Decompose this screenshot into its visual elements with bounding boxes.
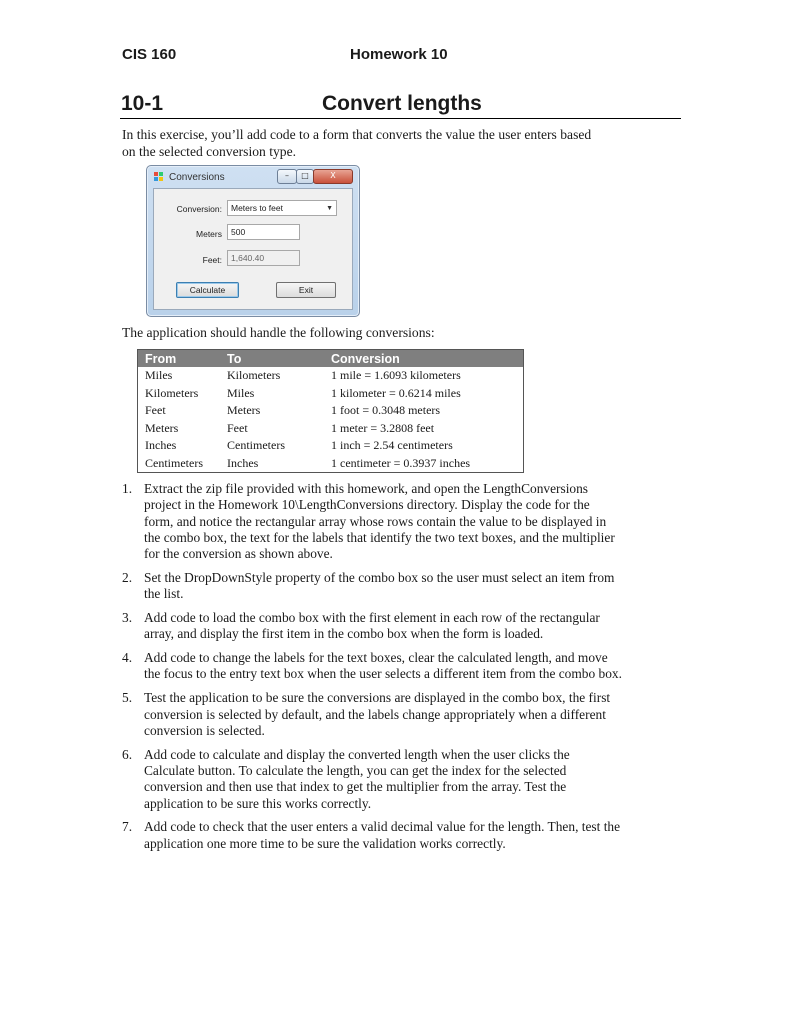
input-label: Meters [196, 229, 222, 239]
step-text: Test the application to be sure the conversions are displayed in the combo box, the first conversion is selected by default, and the labels change appropriately when a different conversion is selected. [144, 690, 611, 738]
step-item [122, 570, 622, 603]
step-item [122, 690, 622, 739]
conversion-cell: 1 inch = 2.54 centimeters [331, 438, 453, 453]
conversion-combo-value: Meters to feet [231, 203, 283, 213]
from-cell: Feet [145, 403, 166, 418]
step-number: 5. [122, 690, 133, 706]
step-text: Add code to change the labels for the text boxes, clear the calculated length, and move the focus to the entry text box when the user selects a different item from the combo box. [144, 650, 622, 682]
conversion-cell: 1 centimeter = 0.3937 inches [331, 455, 471, 470]
table-row [138, 385, 524, 403]
conversion-table [137, 349, 524, 473]
course-label: CIS 160 [122, 46, 177, 63]
table-row [138, 455, 524, 473]
conversions-form-window [146, 165, 360, 317]
to-cell: Meters [227, 403, 261, 418]
intro-paragraph: In this exercise, you’ll add code to a form that converts the value the user enters based on the selected conversion type. [122, 127, 592, 159]
form-titlebar [147, 166, 359, 188]
step-text: Add code to load the combo box with the first element in each row of the rectangular array, and display the first item in the combo box when the form is loaded. [144, 610, 600, 642]
conversion-cell: 1 foot = 0.3048 meters [331, 403, 441, 418]
table-header-row [138, 350, 524, 368]
from-cell: Meters [145, 420, 179, 435]
output-textbox: 1,640.40 [227, 250, 300, 266]
to-cell: Miles [227, 385, 255, 400]
form-client-area [153, 188, 353, 310]
maximize-button[interactable]: □ [296, 169, 314, 184]
step-number: 4. [122, 650, 133, 666]
from-cell: Miles [145, 368, 173, 383]
step-number: 1. [122, 481, 133, 496]
app-icon [154, 172, 164, 182]
calculate-button[interactable]: Calculate [176, 282, 239, 298]
conversion-cell: 1 meter = 3.2808 feet [331, 420, 435, 435]
step-number: 2. [122, 569, 133, 585]
from-cell: Centimeters [145, 455, 203, 470]
to-cell: Feet [227, 420, 248, 435]
step-number: 7. [122, 819, 133, 835]
table-row [138, 420, 524, 438]
exit-button[interactable]: Exit [276, 282, 336, 298]
table-row [138, 402, 524, 420]
table-row [138, 367, 524, 385]
instruction-steps [122, 481, 622, 859]
form-title: Conversions [169, 172, 225, 183]
to-cell: Centimeters [227, 438, 285, 453]
chevron-down-icon[interactable]: ▼ [326, 205, 333, 212]
section-number: 10-1 [121, 92, 164, 115]
step-item [122, 481, 622, 562]
output-label: Feet: [202, 255, 222, 265]
input-textbox[interactable]: 500 [227, 224, 300, 240]
step-item [122, 819, 622, 852]
header-conversion: Conversion [324, 350, 524, 368]
step-number: 3. [122, 610, 133, 626]
step-text: Add code to check that the user enters a valid decimal value for the length. Then, test the application one more time to be sure the validation works correctly. [144, 819, 621, 851]
section-title: Convert lengths [322, 92, 482, 115]
step-number: 6. [122, 746, 133, 762]
conversion-cell: 1 mile = 1.6093 kilometers [331, 368, 461, 383]
table-row [138, 437, 524, 455]
to-cell: Inches [227, 455, 259, 470]
conversions-intro: The application should handle the following conversions: [122, 325, 435, 340]
step-text: Add code to calculate and display the converted length when the user clicks the Calculate button. To calculate the length, you can get the index for the selected conversion and then use that index to get the multiplier from the array. Test the application to be sure this works correctly. [144, 746, 570, 811]
header-to: To [220, 350, 324, 368]
step-text: Extract the zip file provided with this homework, and open the LengthConversions project in the Homework 10\LengthConversions directory. Display the code for the form, and notice the rectangular array whose rows contain the value to be displayed in the combo box, the text for the labels that identify the two text boxes, and the multiplier for the conversion as shown above. [144, 481, 615, 562]
header-from: From [138, 350, 221, 368]
step-item [122, 610, 622, 643]
step-item [122, 650, 622, 683]
step-item [122, 747, 622, 812]
conversion-combo-box[interactable] [227, 200, 337, 216]
section-heading [120, 92, 681, 119]
to-cell: Kilometers [227, 368, 281, 383]
close-button[interactable]: X [313, 169, 353, 184]
from-cell: Kilometers [145, 385, 199, 400]
conversion-label: Conversion: [176, 204, 222, 214]
minimize-button[interactable]: – [277, 169, 297, 184]
conversion-cell: 1 kilometer = 0.6214 miles [331, 385, 461, 400]
step-text: Set the DropDownStyle property of the combo box so the user must select an item from the list. [144, 569, 615, 602]
assignment-label: Homework 10 [350, 46, 448, 63]
from-cell: Inches [145, 438, 177, 453]
